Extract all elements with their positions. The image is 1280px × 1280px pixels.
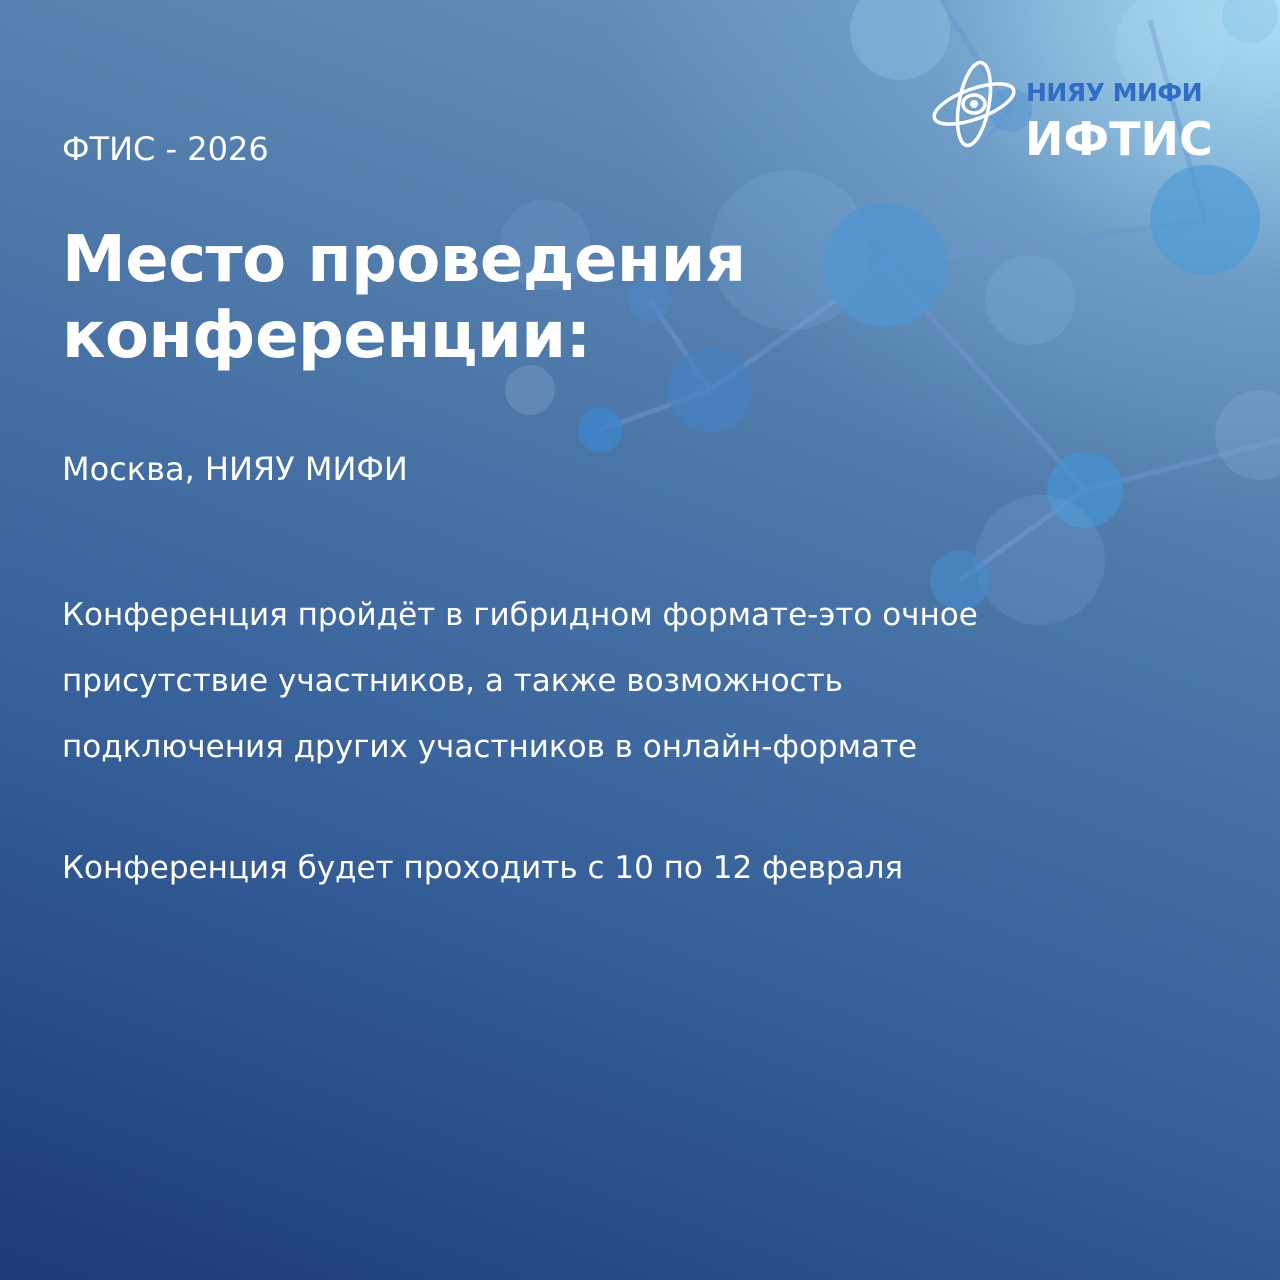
- page-title-line: конференции:: [62, 299, 591, 373]
- page-title-line: Место проведения: [62, 223, 746, 297]
- format-description-line: Конференция пройдёт в гибридном формате-это очное: [62, 597, 978, 633]
- logo-org-name: НИЯУ МИФИ: [1026, 78, 1203, 107]
- page-title: [62, 222, 962, 374]
- venue-location: Москва, НИЯУ МИФИ: [62, 450, 408, 488]
- format-description-line: подключения других участников в онлайн-формате: [62, 729, 918, 765]
- atom-icon: [928, 58, 1020, 150]
- format-description-line: присутствие участников, а также возможность: [62, 663, 843, 699]
- event-tag: ФТИС - 2026: [62, 130, 269, 168]
- conference-dates: Конференция будет проходить с 10 по 12 февраля: [62, 850, 904, 886]
- format-description: [62, 582, 1232, 780]
- iftis-logo: [928, 48, 1228, 178]
- logo-institute-name: ИФТИС: [1025, 112, 1213, 166]
